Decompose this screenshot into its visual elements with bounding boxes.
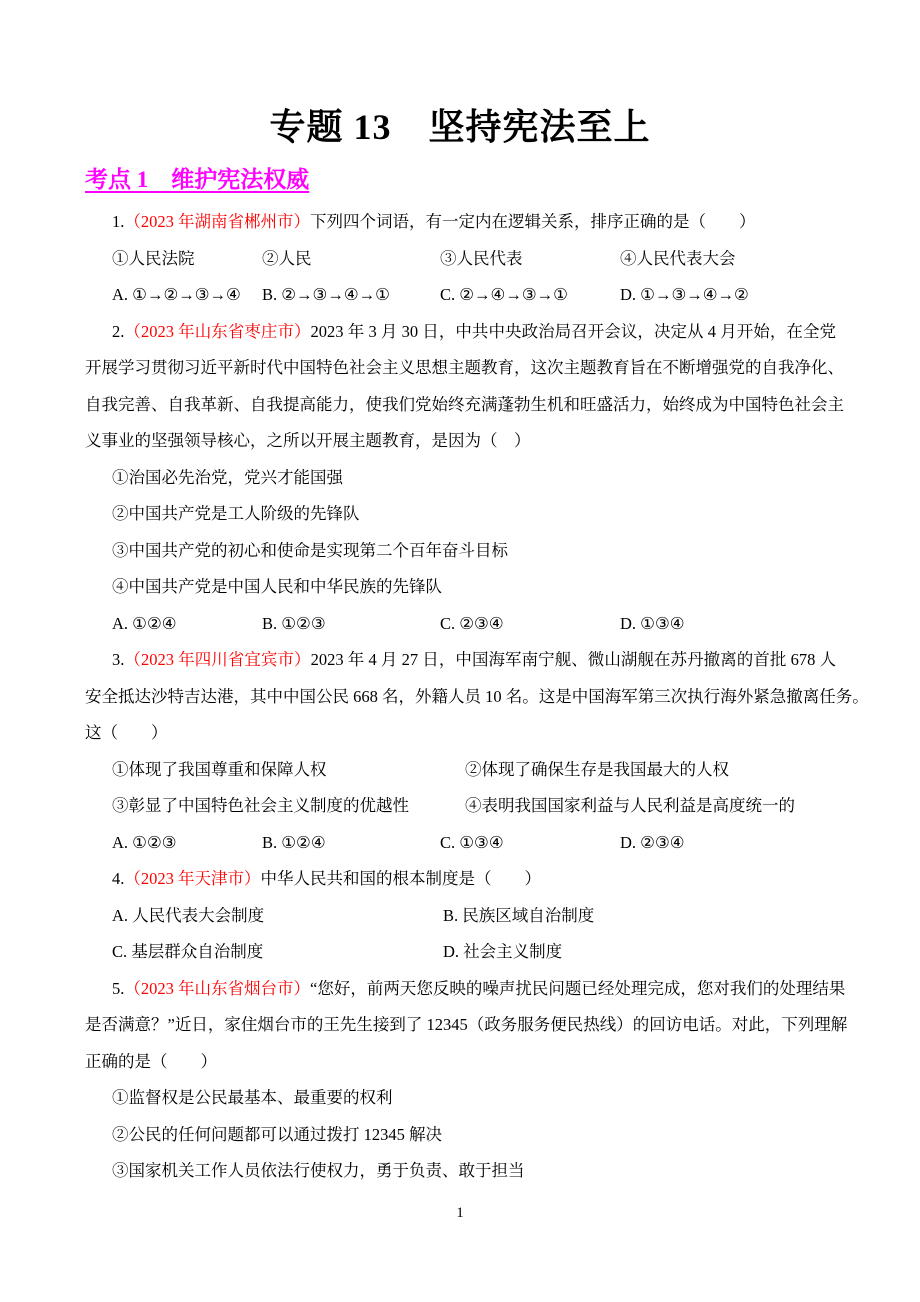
question-5-item-3: ③国家机关工作人员依法行使权力，勇于负责、敢于担当 bbox=[112, 1161, 525, 1180]
question-1-option-d: D. ①→③→④→② bbox=[620, 285, 749, 304]
question-4-citation: （2023 年天津市） bbox=[124, 869, 261, 888]
question-3-option-d: D. ②③④ bbox=[620, 832, 685, 852]
question-2-option-d: D. ①③④ bbox=[620, 613, 685, 633]
question-3-number: 3. bbox=[112, 650, 125, 669]
question-3-option-a: A. ①②③ bbox=[112, 832, 177, 852]
question-3-item-3: ③彰显了中国特色社会主义制度的优越性 bbox=[112, 796, 409, 815]
question-2-stem-line-4: 义事业的坚强领导核心，之所以开展主题教育，是因为（ ） bbox=[85, 431, 531, 450]
questions-area bbox=[85, 204, 869, 1190]
question-3-item-2: ②体现了确保生存是我国最大的人权 bbox=[465, 759, 729, 779]
question-5-stem-line-1 bbox=[85, 971, 846, 1008]
question-1-citation: （2023 年湖南省郴州市） bbox=[124, 212, 310, 231]
question-3-stem-text: 2023 年 4 月 27 日，中国海军南宁舰、微山湖舰在苏丹撤离的首批 678 人 bbox=[310, 650, 837, 669]
question-1-options bbox=[85, 277, 836, 314]
question-3-stem-line-2: 安全抵达沙特吉达港，其中中国公民 668 名，外籍人员 10 名。这是中国海军第三次执行海外紧急撤离任务。 bbox=[85, 686, 869, 706]
question-1-option-c: C. ②→④→③→① bbox=[440, 285, 568, 304]
question-4-number: 4. bbox=[112, 869, 125, 888]
page-number: 1 bbox=[456, 1205, 464, 1221]
question-3-option-c: C. ①③④ bbox=[440, 832, 504, 852]
question-2-item-2: ②中国共产党是工人阶级的先锋队 bbox=[112, 504, 360, 523]
question-5-stem-text: “您好，前两天您反映的噪声扰民问题已经处理完成，您对我们的处理结果 bbox=[310, 978, 846, 998]
question-4-option-d: D. 社会主义制度 bbox=[443, 942, 563, 961]
question-3-items-row-1 bbox=[85, 752, 836, 789]
question-1 bbox=[85, 204, 836, 314]
question-2-options bbox=[85, 606, 836, 643]
question-4-options-row-2 bbox=[85, 934, 836, 971]
question-1-number: 1. bbox=[112, 212, 125, 231]
question-1-stem-line bbox=[85, 204, 836, 241]
question-4-option-b: B. 民族区域自治制度 bbox=[443, 905, 595, 925]
question-3-item-4: ④表明我国国家利益与人民利益是高度统一的 bbox=[465, 796, 795, 815]
question-4-options-row-1 bbox=[85, 898, 836, 935]
question-1-item-2: ②人民 bbox=[262, 248, 312, 268]
question-5-citation: （2023 年山东省烟台市） bbox=[124, 978, 310, 998]
question-5 bbox=[85, 971, 848, 1190]
question-3 bbox=[85, 642, 869, 861]
question-3-options bbox=[85, 825, 836, 862]
question-5-item-2: ②公民的任何问题都可以通过拨打 12345 解决 bbox=[112, 1124, 442, 1144]
question-3-item-1: ①体现了我国尊重和保障人权 bbox=[112, 759, 327, 779]
question-2-stem-line-3: 自我完善、自我革新、自我提高能力，使我们党始终充满蓬勃生机和旺盛活力，始终成为中国特色社会主 bbox=[85, 394, 844, 414]
question-1-option-b: B. ②→③→④→① bbox=[262, 285, 390, 304]
question-5-item-1: ①监督权是公民最基本、最重要的权利 bbox=[112, 1088, 393, 1107]
question-3-stem-line-3: 这（ ） bbox=[85, 723, 168, 742]
question-3-citation: （2023 年四川省宜宾市） bbox=[124, 650, 311, 669]
question-1-option-a: A. ①→②→③→④ bbox=[112, 285, 241, 304]
question-1-item-4: ④人民代表大会 bbox=[620, 248, 736, 268]
question-3-items-row-2 bbox=[85, 788, 836, 825]
question-1-item-1: ①人民法院 bbox=[112, 248, 195, 268]
question-4-stem-line bbox=[85, 861, 836, 898]
question-5-number: 5. bbox=[112, 978, 125, 998]
question-5-stem-line-2: 是否满意？”近日，家住烟台市的王先生接到了 12345（政务服务便民热线）的回访电话。对此，下列理解 bbox=[85, 1015, 848, 1034]
page-title: 专题 13 坚持宪法至上 bbox=[269, 107, 651, 147]
question-4-option-c: C. 基层群众自治制度 bbox=[112, 942, 264, 961]
question-2-citation: （2023 年山东省枣庄市） bbox=[124, 321, 311, 341]
question-2 bbox=[85, 314, 844, 643]
question-4 bbox=[85, 861, 836, 971]
question-1-item-3: ③人民代表 bbox=[440, 248, 523, 268]
question-2-stem-text: 2023 年 3 月 30 日，中共中央政治局召开会议，决定从 4 月开始，在全党 bbox=[310, 321, 837, 341]
question-5-stem-line-3: 正确的是（ ） bbox=[85, 1051, 217, 1071]
question-2-item-4: ④中国共产党是中国人民和中华民族的先锋队 bbox=[112, 577, 442, 596]
question-2-stem-line-1 bbox=[85, 314, 836, 351]
question-3-stem-line-1 bbox=[85, 642, 836, 679]
question-2-number: 2. bbox=[112, 321, 125, 341]
question-1-stem-text: 下列四个词语，有一定内在逻辑关系，排序正确的是（ ） bbox=[310, 212, 756, 231]
question-4-option-a: A. 人民代表大会制度 bbox=[112, 905, 265, 925]
question-2-option-b: B. ①②③ bbox=[262, 613, 326, 633]
question-1-items bbox=[85, 241, 836, 278]
question-2-item-3: ③中国共产党的初心和使命是实现第二个百年奋斗目标 bbox=[112, 540, 508, 560]
section-heading: 考点 1 维护宪法权威 bbox=[85, 167, 310, 192]
question-2-item-1: ①治国必先治党，党兴才能国强 bbox=[112, 467, 343, 487]
question-2-option-c: C. ②③④ bbox=[440, 613, 504, 633]
question-3-option-b: B. ①②④ bbox=[262, 832, 326, 852]
question-2-stem-line-2: 开展学习贯彻习近平新时代中国特色社会主义思想主题教育，这次主题教育旨在不断增强党的自我净化、 bbox=[85, 358, 844, 377]
question-2-option-a: A. ①②④ bbox=[112, 613, 177, 633]
question-4-stem-text: 中华人民共和国的根本制度是（ ） bbox=[260, 869, 541, 888]
